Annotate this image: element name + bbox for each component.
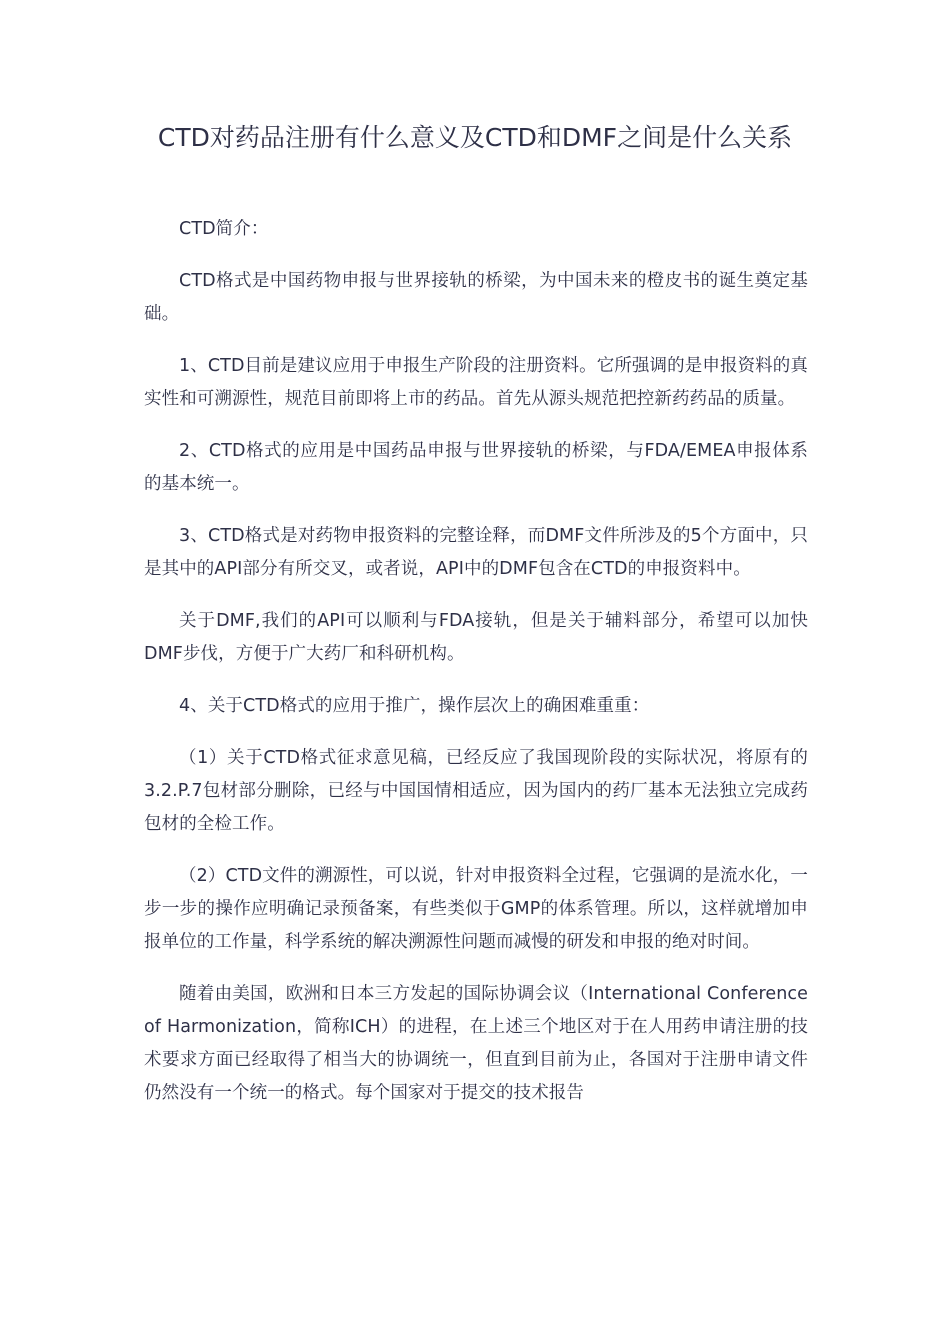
paragraph-point-3: 3、CTD格式是对药物申报资料的完整诠释，而DMF文件所涉及的5个方面中，只是其中的API部分有所交叉，或者说，API中的DMF包含在CTD的申报资料中。 — [144, 526, 808, 579]
paragraph-ctd-intro-heading: CTD简介： — [179, 219, 269, 239]
paragraph-ctd-bridge: CTD格式是中国药物申报与世界接轨的桥梁，为中国未来的橙皮书的诞生奠定基础。 — [144, 271, 808, 324]
paragraph-point-4-2: （2）CTD文件的溯源性，可以说，针对申报资料全过程，它强调的是流水化，一步一步的操作应明确记录预备案，有些类似于GMP的体系管理。所以，这样就增加申报单位的工作量，科学系统的解决溯源性问题而减慢的研发和申报的绝对时间。 — [144, 866, 808, 952]
paragraph-point-2: 2、CTD格式的应用是中国药品申报与世界接轨的桥梁，与FDA/EMEA申报体系的基本统一。 — [144, 441, 808, 494]
document-title: CTD对药品注册有什么意义及CTD和DMF之间是什么关系 — [157, 123, 793, 152]
paragraph-point-1: 1、CTD目前是建议应用于申报生产阶段的注册资料。它所强调的是申报资料的真实性和可溯源性，规范目前即将上市的药品。首先从源头规范把控新药药品的质量。 — [144, 356, 808, 409]
paragraph-point-4-1: （1）关于CTD格式征求意见稿，已经反应了我国现阶段的实际状况，将原有的3.2.P.7包材部分删除，已经与中国国情相适应，因为国内的药厂基本无法独立完成药包材的全检工作。 — [144, 748, 808, 834]
paragraph-dmf: 关于DMF,我们的API可以顺利与FDA接轨，但是关于辅料部分，希望可以加快DMF步伐，方便于广大药厂和科研机构。 — [144, 611, 808, 664]
paragraph-point-4: 4、关于CTD格式的应用于推广，操作层次上的确困难重重： — [179, 696, 650, 716]
paragraph-ich: 随着由美国，欧洲和日本三方发起的国际协调会议（International Conference of Harmonization，简称ICH）的进程，在上述三个地区对于在人用药申请注册的技术要求方面已经取得了相当大的协调统一，但直到目前为止，各国对于注册申请文件仍然没有一个统一的格式。每个国家对于提交的技术报告 — [144, 984, 808, 1103]
document-body — [144, 213, 808, 1129]
